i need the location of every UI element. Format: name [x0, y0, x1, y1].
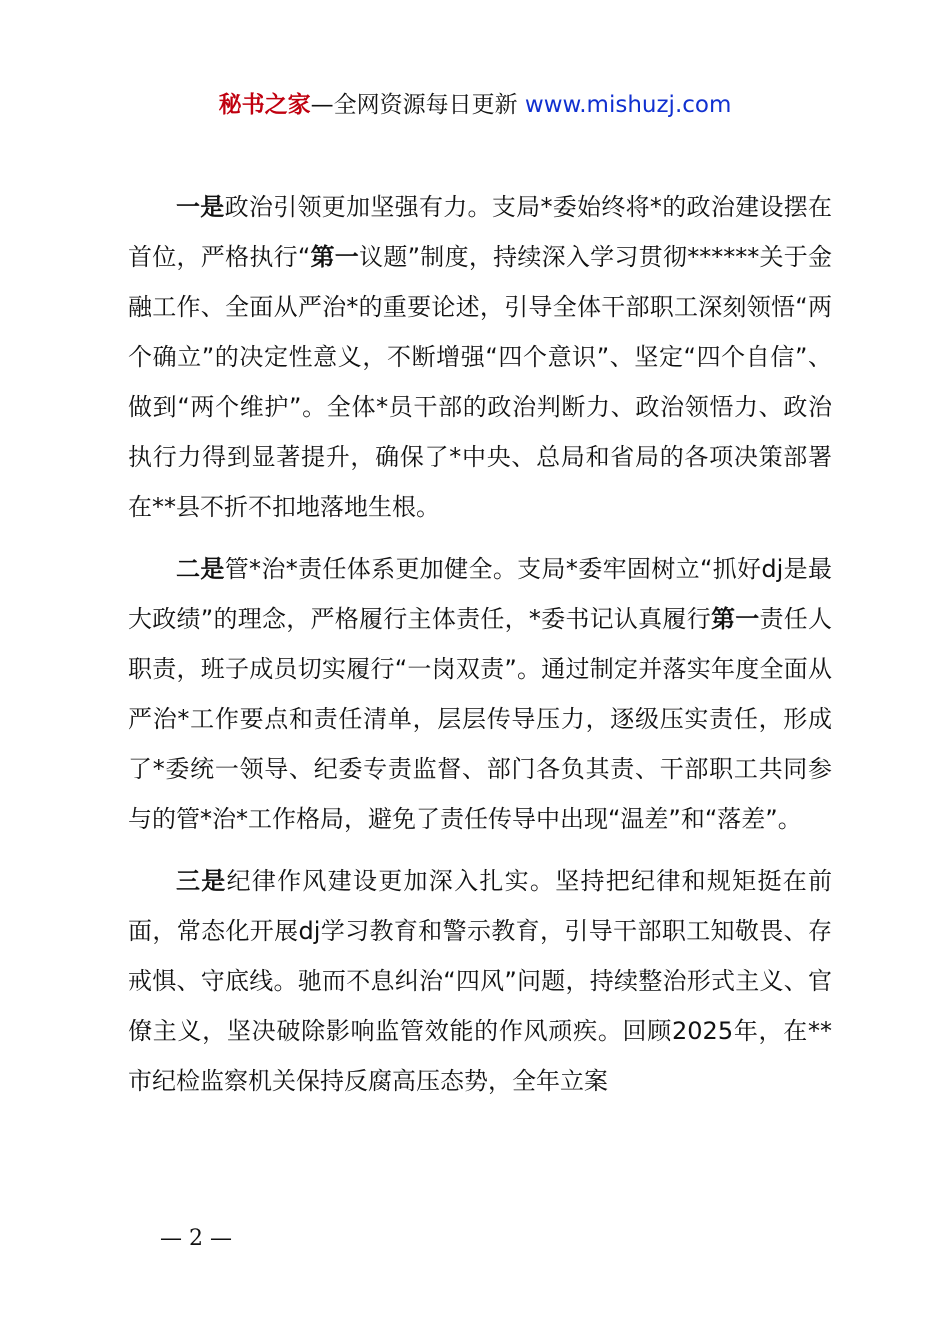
document-body [128, 182, 832, 1118]
page-number: — 2 — [160, 1226, 232, 1251]
paragraph-lead: 一是 [176, 193, 225, 221]
paragraph-2 [128, 544, 832, 844]
paragraph-text: 责任人职责，班子成员切实履行“一岗双责”。通过制定并落实年度全面从严治*工作要点和责任清单，层层传导压力，逐级压实责任，形成了*委统一领导、纪委专责监督、部门各负其责、干部职工共同参与的管*治*工作格局，避免了责任传导中出现“温差”和“落差”。 [128, 605, 833, 833]
brand-name: 秘书之家 [218, 92, 311, 118]
paragraph-text: 管*治*责任体系更加健全。支局*委牢固树立“抓好dj是最大政绩”的理念，严格履行主体责任，*委书记认真履行 [128, 555, 833, 633]
header-tagline: —全网资源每日更新 [310, 92, 518, 118]
document-header [0, 88, 950, 122]
paragraph-text: 纪律作风建设更加深入扎实。坚持把纪律和规矩挺在前面，常态化开展dj学习教育和警示教育，引导干部职工知敬畏、存戒惧、守底线。驰而不息纠治“四风”问题，持续整治形式主义、官僚主义，坚决破除影响监管效能的作风顽疾。回顾2025年，在**市纪检监察机关保持反腐高压态势，全年立案 [128, 867, 833, 1095]
site-url[interactable]: www.mishuzj.com [524, 92, 732, 118]
paragraph-text: 议题”制度，持续深入学习贯彻******关于金融工作、全面从严治*的重要论述，引导全体干部职工深刻领悟“两个确立”的决定性意义，不断增强“四个意识”、坚定“四个自信”、做到“两个维护”。全体*员干部的政治判断力、政治领悟力、政治执行力得到显著提升，确保了*中央、总局和省局的各项决策部署在**县不折不扣地落地生根。 [128, 243, 832, 521]
paragraph-lead: 三是 [176, 867, 227, 895]
paragraph-3 [128, 856, 832, 1106]
emphasis-text: 第一 [310, 243, 360, 271]
paragraph-1 [128, 182, 832, 532]
paragraph-lead: 二是 [176, 555, 225, 583]
paragraph-text: 政治引领更加坚强有力。支局*委始终将*的政治建设摆在首位，严格执行“ [128, 193, 832, 271]
emphasis-text: 第一 [710, 605, 760, 633]
